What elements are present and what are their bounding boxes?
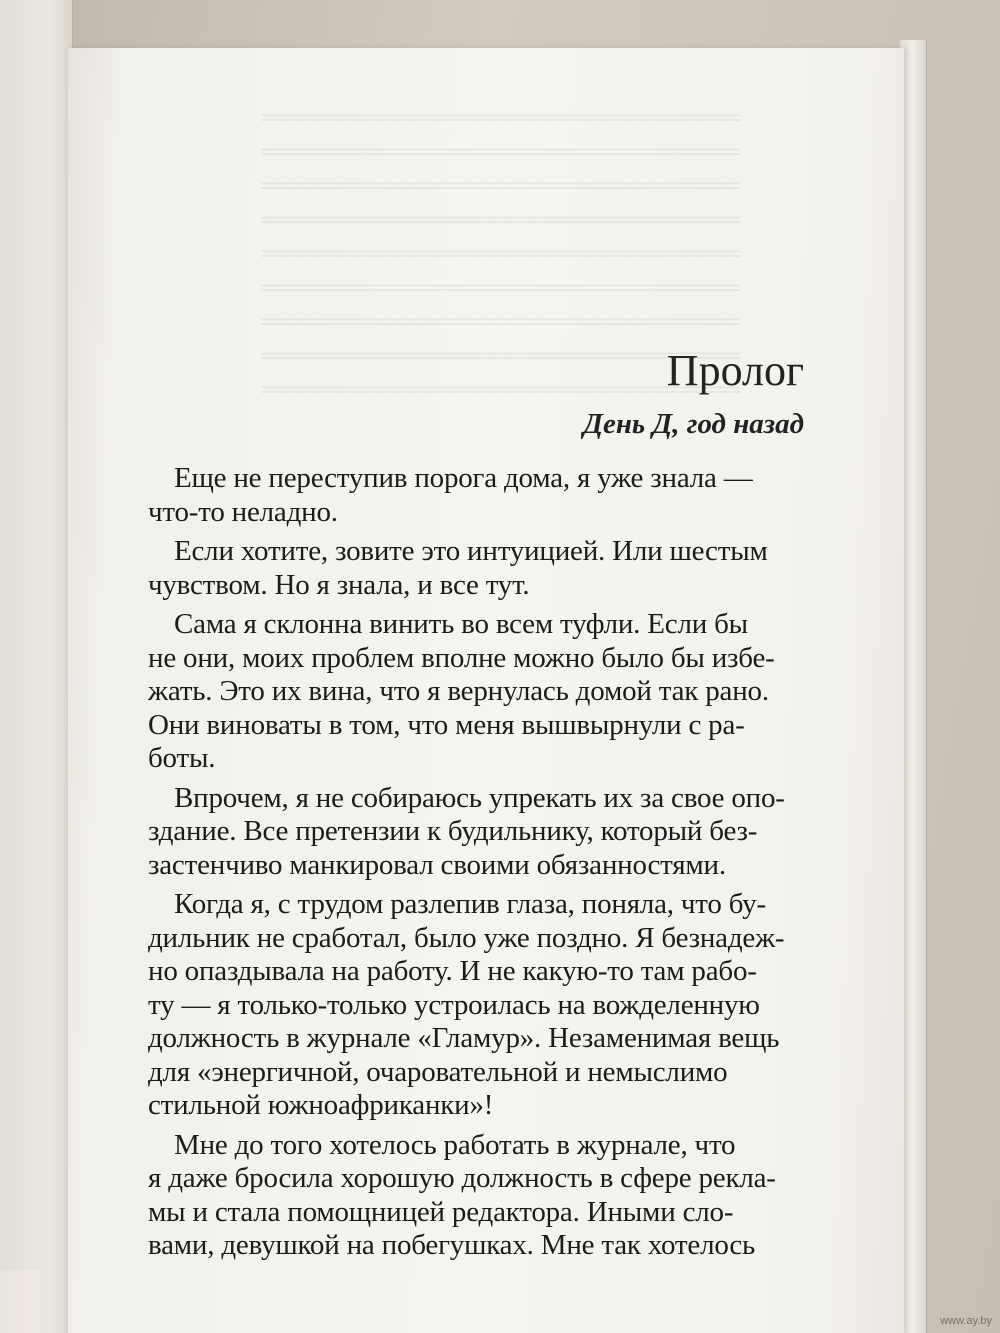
text-line: Еще не переступив порога дома, я уже знала — bbox=[174, 462, 753, 494]
text-line: здание. Все претензии к будильнику, который без- bbox=[148, 815, 758, 847]
text-line: ту — я только-только устроилась на вожделенную bbox=[148, 988, 760, 1021]
text-line: Если хотите, зовите это интуицией. Или шестым bbox=[174, 535, 768, 567]
paragraph bbox=[148, 462, 753, 529]
text-line: мы и стала помощницей редактора. Иными сло- bbox=[148, 1195, 734, 1228]
paragraph bbox=[148, 535, 768, 602]
text-line: должность в журнале «Гламур». Незаменимая вещь bbox=[148, 1022, 780, 1054]
text-line: чувством. Но я знала, и все тут. bbox=[148, 568, 530, 601]
show-through-text: ═════════════════════════ ═════════════════════════ ═════════════════════════ ═════════════════════════ ═════════════════════════ ═════════════════════════ ═════════════════════════ ═════════════════════════ ═════════════════════════ bbox=[261, 102, 740, 404]
left-page-edge bbox=[0, 0, 73, 1333]
text-line: дильник не сработал, было уже поздно. Я безнадеж- bbox=[148, 921, 785, 954]
text-line: стильной южноафриканки»! bbox=[148, 1089, 494, 1121]
text-line: застенчиво манкировал своими обязанностями. bbox=[148, 848, 726, 881]
chapter-title: Пролог bbox=[666, 346, 804, 395]
paragraph bbox=[148, 888, 785, 1123]
text-line: боты. bbox=[148, 742, 216, 774]
paragraph bbox=[148, 608, 775, 776]
watermark: www.ay.by bbox=[940, 1315, 992, 1327]
text-line: Впрочем, я не собираюсь упрекать их за свое опо- bbox=[174, 781, 785, 814]
text-line: жать. Это их вина, что я вернулась домой так рано. bbox=[148, 675, 769, 707]
text-line: для «энергичной, очаровательной и немыслимо bbox=[148, 1055, 728, 1088]
text-line: не они, моих проблем вполне можно было бы избе- bbox=[148, 641, 775, 674]
text-line: но опаздывала на работу. И не какую-то там рабо- bbox=[148, 955, 757, 987]
text-line: вами, девушкой на побегушках. Мне так хотелось bbox=[148, 1229, 756, 1261]
body-text bbox=[148, 462, 785, 1269]
page-corner bbox=[0, 1270, 40, 1333]
page-stack-edge bbox=[900, 40, 927, 1333]
paragraph bbox=[148, 781, 785, 883]
text-line: Они виноваты в том, что меня вышвырнули с ра- bbox=[148, 708, 745, 741]
text-line: Когда я, с трудом разлепив глаза, поняла, что бу- bbox=[174, 888, 766, 920]
text-line: Мне до того хотелось работать в журнале, что bbox=[174, 1128, 736, 1161]
chapter-subtitle: День Д, год назад bbox=[583, 408, 804, 440]
text-line: что-то неладно. bbox=[148, 495, 338, 528]
paragraph bbox=[148, 1128, 776, 1263]
text-line: Сама я склонна винить во всем туфли. Если бы bbox=[174, 608, 748, 640]
text-line: я даже бросила хорошую должность в сфере рекла- bbox=[148, 1162, 776, 1194]
